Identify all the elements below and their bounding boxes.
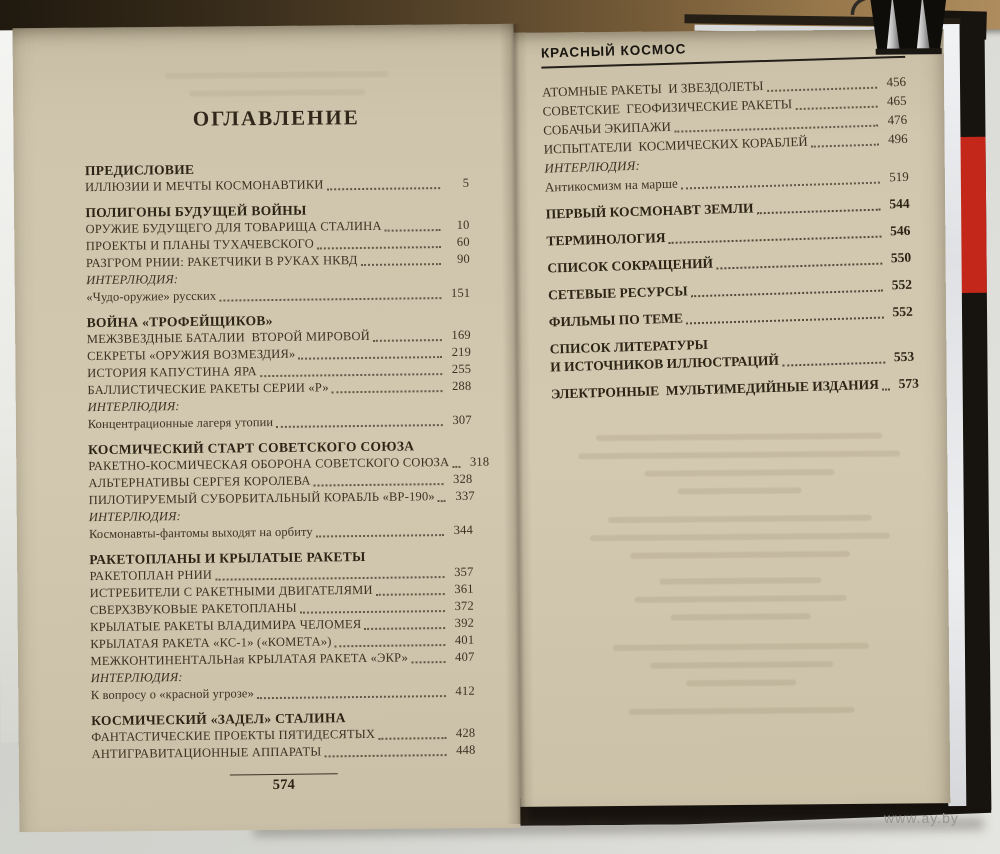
show-through-line (596, 433, 882, 441)
toc-entry (545, 195, 909, 224)
dot-leader (215, 576, 444, 581)
toc-entry (546, 222, 910, 251)
dot-leader (314, 483, 444, 486)
toc-entry-page: 10 (456, 217, 470, 232)
dot-leader (757, 209, 881, 215)
toc-entry-label: РАКЕТНО-КОСМИЧЕСКАЯ ОБОРОНА СОВЕТСКОГО СОЮЗА (88, 455, 450, 474)
clip-jaw (876, 48, 942, 55)
interlude-label: ИНТЕРЛЮДИЯ: (88, 509, 182, 525)
show-through-line (634, 595, 846, 603)
toc-entry-label: КРЫЛАТАЯ РАКЕТА «КС-1» («КОМЕТА») (90, 634, 332, 652)
toc-entry-label: РАЗГРОМ РНИИ: РАКЕТЧИКИ В РУКАХ НКВД (85, 253, 358, 271)
toc-entry-page: 151 (450, 285, 471, 300)
dot-leader (332, 390, 443, 393)
dot-leader (219, 297, 441, 302)
interlude-label: ИНТЕРЛЮДИЯ: (90, 670, 183, 686)
toc-entry-label: АТОМНЫЕ РАКЕТЫ И ЗВЕЗДОЛЕТЫ (541, 78, 764, 100)
toc-entry-page: 456 (886, 73, 907, 90)
dot-leader (811, 144, 879, 148)
toc-entry-page: 90 (456, 251, 471, 266)
show-through-line (590, 533, 890, 542)
toc-entry-page: 318 (469, 454, 490, 469)
toc-entry-label: СЕТЕВЫЕ РЕСУРСЫ (547, 283, 688, 303)
toc-entry-page: 465 (886, 92, 907, 109)
dot-leader (260, 373, 442, 377)
back-matter-entry (549, 330, 914, 377)
toc-entry-page: 546 (889, 222, 911, 239)
show-through-line (613, 643, 869, 651)
dot-leader (361, 263, 441, 266)
toc-entry-label: РАКЕТОПЛАН РНИИ (89, 567, 213, 584)
show-through-line (608, 515, 872, 523)
back-matter-entry (546, 222, 910, 251)
toc-entry-label: И ИСТОЧНИКОВ ИЛЛЮСТРАЦИЙ (550, 352, 780, 375)
toc-entry-label: СОБАЧЬИ ЭКИПАЖИ (542, 118, 672, 138)
dot-leader (316, 534, 444, 537)
toc-entry-label: БАЛЛИСТИЧЕСКИЕ РАКЕТЫ СЕРИИ «Р» (87, 380, 329, 398)
toc-entry-page: 544 (889, 195, 910, 212)
toc-entry-label: Космонавты-фантомы выходят на орбиту (88, 524, 313, 542)
toc-entry (85, 175, 469, 196)
toc-entry-label: ЭЛЕКТРОННЫЕ МУЛЬТИМЕДИЙНЫЕ ИЗДАНИЯ (550, 376, 880, 402)
show-through-line (686, 679, 796, 686)
section-heading: КОСМИЧЕСКИЙ СТАРТ СОВЕТСКОГО СОЮЗА (88, 438, 415, 458)
section-heading: ПРЕДИСЛОВИЕ (84, 161, 195, 179)
dot-leader (376, 593, 445, 596)
watermark: www.ay.by (884, 810, 959, 826)
toc-entry-label: АЛЬТЕРНАТИВЫ СЕРГЕЯ КОРОЛЕВА (88, 473, 311, 491)
interlude-label: ИНТЕРЛЮДИЯ: (87, 399, 180, 415)
toc-entry-label: ИСПЫТАТЕЛИ КОСМИЧЕСКИХ КОРАБЛЕЙ (543, 133, 808, 157)
toc-entry (91, 742, 475, 763)
toc-entry-label: ИСТОРИЯ КАПУСТИНА ЯРА (87, 364, 257, 381)
dot-leader (686, 317, 884, 325)
toc-entry-label: ИЛЛЮЗИИ И МЕЧТЫ КОСМОНАВТИКИ (85, 177, 324, 195)
toc-entry-label: ПЕРВЫЙ КОСМОНАВТ ЗЕМЛИ (545, 200, 754, 222)
toc-entry-page: 288 (451, 378, 472, 393)
back-matter-list (545, 195, 920, 404)
toc-entry (548, 276, 912, 305)
right-page-toc (542, 72, 909, 197)
toc-entry-label: Антикосмизм на марше (544, 175, 679, 195)
toc-entry-page: 372 (454, 598, 474, 613)
toc-entry-page: 448 (456, 742, 476, 757)
show-through-line (578, 451, 900, 460)
show-through-line (165, 71, 389, 79)
toc-entry-page: 169 (451, 327, 471, 342)
dot-leader (669, 236, 882, 244)
toc-entry-page: 60 (456, 234, 470, 249)
toc-entry-page: 219 (451, 344, 472, 359)
toc-entry-label: МЕЖЗВЕЗДНЫЕ БАТАЛИИ ВТОРОЙ МИРОВОЙ (86, 328, 371, 347)
section-heading: КОСМИЧЕСКИЙ «ЗАДЕЛ» СТАЛИНА (91, 710, 346, 729)
toc-entry-page: 407 (455, 649, 475, 664)
show-through-line (660, 577, 821, 584)
back-matter-entry (547, 249, 911, 278)
toc-entry-label: ПИЛОТИРУЕМЫЙ СУБОРБИТАЛЬНЫЙ КОРАБЛЬ «ВР-190» (88, 489, 435, 508)
toc-entry-label: СВЕРХЗВУКОВЫЕ РАКЕТОПЛАНЫ (89, 600, 297, 618)
left-page-toc (84, 158, 490, 796)
dot-leader (691, 290, 883, 298)
toc-entry (86, 285, 470, 306)
toc-entry-page: 552 (892, 303, 913, 320)
clip-body (870, 0, 946, 53)
running-head: КРАСНЫЙ КОСМОС (541, 33, 906, 69)
show-through-line (630, 551, 850, 559)
show-through-right-page (556, 420, 925, 789)
dot-leader (300, 610, 445, 614)
toc-entry-label: ОРУЖИЕ БУДУЩЕГО ДЛЯ ТОВАРИЩА СТАЛИНА (85, 218, 382, 237)
toc-entry-page: 519 (889, 168, 909, 185)
toc-entry-page: 401 (454, 632, 475, 647)
toc-entry-label: СПИСОК СОКРАЩЕНИЙ (547, 255, 714, 276)
dot-leader (411, 661, 446, 663)
right-page-content (540, 33, 920, 404)
dot-leader (681, 182, 880, 190)
section-heading: РАКЕТОПЛАНЫ И КРЫЛАТЫЕ РАКЕТЫ (89, 548, 366, 568)
toc-entry-page: 357 (454, 564, 474, 579)
toc-entry-page: 361 (454, 581, 474, 596)
toc-entry-page: 476 (887, 111, 908, 128)
back-matter-entry (549, 303, 913, 332)
toc-entry-page: 552 (891, 276, 913, 293)
toc-entry-label: ФАНТАСТИЧЕСКИЕ ПРОЕКТЫ ПЯТИДЕСЯТЫХ (91, 726, 376, 745)
toc-entry-page: 337 (455, 488, 475, 503)
toc-entry-page: 573 (898, 375, 920, 392)
toc-entry (88, 412, 472, 433)
interlude-label: ИНТЕРЛЮДИЯ: (86, 272, 179, 288)
show-through-line (650, 661, 833, 669)
toc-entry-page: 344 (453, 522, 474, 537)
back-matter-entry (548, 276, 912, 305)
dot-leader (438, 500, 446, 502)
show-through-line (628, 707, 855, 715)
dot-leader (335, 644, 446, 647)
section-heading: ВОЙНА «ТРОФЕЙЩИКОВ» (86, 312, 273, 331)
dot-leader (795, 106, 878, 110)
toc-entry-label: ФИЛЬМЫ ПО ТЕМЕ (548, 310, 684, 330)
toc-entry-label: СЕКРЕТЫ «ОРУЖИЯ ВОЗМЕЗДИЯ» (86, 346, 296, 364)
toc-entry-label: МЕЖКОНТИНЕНТАЛЬНая КРЫЛАТАЯ РАКЕТА «ЭКР» (90, 650, 409, 669)
section-heading: ПОЛИГОНЫ БУДУЩЕЙ ВОЙНЫ (85, 202, 307, 221)
toc-entry-label: ТЕРМИНОЛОГИЯ (546, 230, 666, 249)
dot-leader (324, 754, 446, 757)
toc-entry (89, 522, 473, 543)
toc-entry-label: ПРОЕКТЫ И ПЛАНЫ ТУХАЧЕВСКОГО (85, 236, 315, 254)
toc-entry-page: 496 (887, 130, 908, 147)
toc-entry-page: 550 (890, 249, 912, 266)
show-through-line (644, 469, 834, 477)
show-through-line (677, 487, 801, 494)
page-title: ОГЛАВЛЕНИЕ (192, 105, 360, 131)
toc-entry-page: 428 (455, 725, 476, 740)
toc-entry-page: 553 (893, 348, 915, 365)
dot-leader (317, 246, 441, 249)
toc-entry-page: 392 (454, 615, 475, 630)
toc-entry (547, 249, 911, 278)
dot-leader (364, 627, 445, 630)
dot-leader (882, 388, 890, 390)
interlude-label: ИНТЕРЛЮДИЯ: (544, 157, 641, 176)
show-through-line (189, 89, 365, 97)
toc-entry-label: КРЫЛАТЫЕ РАКЕТЫ ВЛАДИМИРА ЧЕЛОМЕЯ (90, 617, 362, 635)
dot-leader (257, 695, 446, 699)
toc-entry-page: 307 (452, 412, 472, 427)
toc-entry-label: АНТИГРАВИТАЦИОННЫЕ АППАРАТЫ (91, 744, 322, 762)
footer-rule (230, 773, 338, 775)
toc-entry-page: 255 (451, 361, 472, 376)
toc-entry-label: Концентрационные лагеря утопии (87, 414, 274, 432)
toc-entry (549, 303, 913, 332)
cover-red-stripe (959, 137, 986, 293)
dot-leader (385, 229, 441, 232)
dot-leader (298, 356, 442, 360)
dot-leader (373, 339, 442, 342)
toc-entry-label: «Чудо-оружие» русских (86, 288, 217, 305)
toc-entry-label: ИСТРЕБИТЕЛИ С РАКЕТНЫМИ ДВИГАТЕЛЯМИ (89, 582, 373, 601)
dot-leader (327, 187, 441, 190)
toc-entry-label: СОВЕТСКИЕ ГЕОФИЗИЧЕСКИЕ РАКЕТЫ (542, 96, 793, 119)
back-matter-entry (545, 195, 909, 224)
dot-leader (276, 424, 443, 428)
dot-leader (378, 737, 446, 740)
dot-leader (452, 466, 460, 468)
binder-clip (842, 0, 967, 75)
toc-entry-page: 412 (455, 683, 475, 698)
toc-entry-page: 5 (462, 175, 470, 190)
dot-leader (782, 362, 885, 367)
show-through-line (671, 613, 810, 620)
back-matter-label-line1: СПИСОК ЛИТЕРАТУРЫ (549, 336, 709, 357)
toc-entry (91, 683, 475, 704)
toc-entry-page: 328 (453, 471, 473, 486)
toc-entry-label: К вопросу о «красной угрозе» (90, 686, 254, 703)
page-number: 574 (272, 776, 296, 794)
dot-leader (716, 263, 882, 270)
